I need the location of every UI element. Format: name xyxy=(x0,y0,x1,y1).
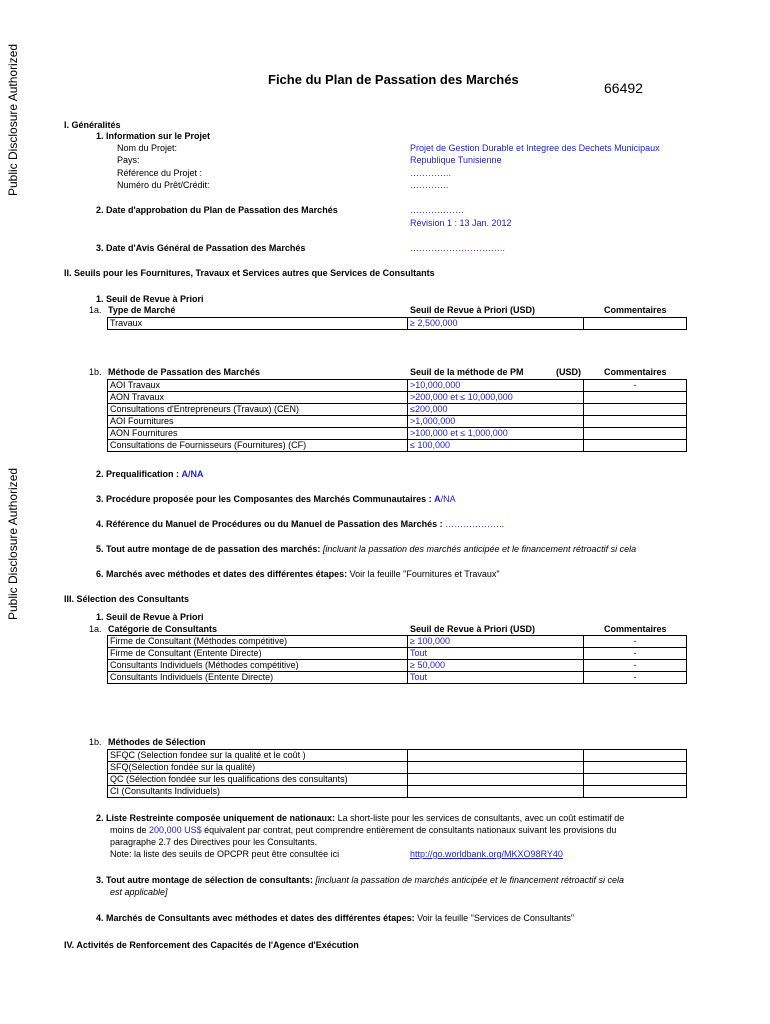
manual-reference-label: 4. Référence du Manuel de Procédures ou du Manuel de Passation des Marchés : xyxy=(96,519,443,529)
table-row xyxy=(108,648,687,660)
other-consultant-arrangement-value-2: est applicable] xyxy=(110,887,168,897)
consultant-category-table xyxy=(107,635,687,684)
table-row xyxy=(108,636,687,648)
empty-cell xyxy=(584,762,687,774)
table-row xyxy=(108,750,687,762)
method-cell: QC (Sélection fondée sur les qualifications des consultants) xyxy=(108,774,408,786)
consultant-contracts-line xyxy=(96,913,574,923)
community-procurement-line xyxy=(96,494,456,504)
national-shortlist-text-1: La short-liste pour les services de consultants, avec un coût estimatif de xyxy=(337,813,625,823)
project-ref-value: ………….. xyxy=(410,168,452,178)
item-3-1a-number: 1a. xyxy=(89,624,102,634)
consultant-threshold-heading: 1. Seuil de Revue à Priori xyxy=(96,612,204,622)
approval-date-label: 2. Date d'approbation du Plan de Passation des Marchés xyxy=(96,205,338,215)
method-cell: SFQ(Sélection fondée sur la qualité) xyxy=(108,762,408,774)
threshold-cell: ≥ 50,000 xyxy=(408,660,584,672)
disclosure-label-middle: Public Disclosure Authorized xyxy=(6,467,20,620)
category-cell: Firme de Consultant (Entente Directe) xyxy=(108,648,408,660)
col-header-consultant-threshold: Seuil de Revue à Priori (USD) xyxy=(410,624,536,634)
national-shortlist-amount: 200,000 US$ xyxy=(149,825,202,835)
project-name-label: Nom du Projet: xyxy=(117,143,178,153)
revision-value: Révision 1 : 13 Jan. 2012 xyxy=(410,218,512,228)
prequalification-value: A/NA xyxy=(181,469,204,479)
comment-cell xyxy=(584,440,687,452)
method-cell: AON Travaux xyxy=(108,392,408,404)
disclosure-label-top: Public Disclosure Authorized xyxy=(6,43,20,196)
empty-cell xyxy=(408,786,584,798)
comment-cell: - xyxy=(584,672,687,684)
national-shortlist-line xyxy=(96,813,624,823)
section-4-heading: IV. Activités de Renforcement des Capacités de l'Agence d'Exécution xyxy=(64,940,359,950)
consultant-contracts-label: 4. Marchés de Consultants avec méthodes et dates des différentes étapes: xyxy=(96,913,415,923)
country-label: Pays: xyxy=(117,155,140,165)
method-cell: CI (Consultants Individuels) xyxy=(108,786,408,798)
approval-date-value: ……………… xyxy=(410,205,464,215)
threshold-cell: >10,000,000 xyxy=(408,380,584,392)
community-procurement-label: 3. Procédure proposée pour les Composantes des Marchés Communautaires : xyxy=(96,494,432,504)
empty-cell xyxy=(584,750,687,762)
threshold-cell: ≤200,000 xyxy=(408,404,584,416)
method-cell: AOI Fournitures xyxy=(108,416,408,428)
methods-dates-value: Voir la feuille "Fournitures et Travaux" xyxy=(349,569,500,579)
section-1-heading: I. Généralités xyxy=(64,120,121,130)
table-row xyxy=(108,318,687,330)
col-header-method-threshold: Seuil de la méthode de PM xyxy=(410,367,524,377)
comment-cell xyxy=(584,392,687,404)
loan-number-label: Numéro du Prêt/Crédit: xyxy=(117,180,210,190)
comment-cell: - xyxy=(584,380,687,392)
manual-reference-value: ……………….. xyxy=(445,519,505,529)
methods-dates-label: 6. Marchés avec méthodes et dates des différentes étapes: xyxy=(96,569,348,579)
table-row xyxy=(108,416,687,428)
threshold-cell: >1,000,000 xyxy=(408,416,584,428)
col-header-threshold: Seuil de Revue à Priori (USD) xyxy=(410,305,536,315)
prequalification-line xyxy=(96,469,204,479)
col-header-consultant-comments: Commentaires xyxy=(604,624,667,634)
item-3-1b-number: 1b. xyxy=(89,737,102,747)
national-shortlist-text-2a: moins de xyxy=(110,825,147,835)
national-shortlist-line-2 xyxy=(110,825,616,835)
table-row xyxy=(108,440,687,452)
contract-type-table xyxy=(107,317,687,330)
threshold-cell: Tout xyxy=(408,648,584,660)
other-arrangement-value: [incluant la passation des marchés anticipée et le financement rétroactif si cela xyxy=(322,544,637,554)
comment-cell xyxy=(584,404,687,416)
empty-cell xyxy=(408,762,584,774)
method-cell: AOI Travaux xyxy=(108,380,408,392)
category-cell: Consultants Individuels (Méthodes compétitive) xyxy=(108,660,408,672)
table-row xyxy=(108,762,687,774)
table-row xyxy=(108,786,687,798)
table-row xyxy=(108,428,687,440)
item-1a-number: 1a. xyxy=(89,305,102,315)
threshold-cell: >200,000 et ≤ 10,000,000 xyxy=(408,392,584,404)
method-cell: Consultations d'Entrepreneurs (Travaux) (CEN) xyxy=(108,404,408,416)
methods-dates-line xyxy=(96,569,500,579)
country-value: Republique Tunisienne xyxy=(410,155,502,165)
other-arrangement-line xyxy=(96,544,636,554)
opcpr-note: Note: la liste des seuils de OPCPR peut être consultée ici xyxy=(110,849,340,859)
empty-cell xyxy=(584,774,687,786)
manual-reference-line xyxy=(96,519,504,529)
threshold-cell: >100,000 et ≤ 1,000,000 xyxy=(408,428,584,440)
comment-cell xyxy=(584,416,687,428)
col-header-usd: (USD) xyxy=(556,367,581,377)
col-header-comments-b: Commentaires xyxy=(604,367,667,377)
community-procurement-value-na: /NA xyxy=(440,494,456,504)
table-row xyxy=(108,404,687,416)
page-title: Fiche du Plan de Passation des Marchés xyxy=(268,72,519,87)
comment-cell: - xyxy=(584,636,687,648)
contract-type-cell: Travaux xyxy=(108,318,408,330)
method-cell: Consultations de Fournisseurs (Fournitures) (CF) xyxy=(108,440,408,452)
other-consultant-arrangement-value: [incluant la passation de marchés anticipée et le financement rétroactif si cela xyxy=(315,875,625,885)
comment-cell: - xyxy=(584,660,687,672)
empty-cell xyxy=(408,774,584,786)
selection-methods-heading: Méthodes de Sélection xyxy=(108,737,206,747)
threshold-cell: ≥ 2,500,000 xyxy=(408,318,584,330)
other-consultant-arrangement-line xyxy=(96,875,624,885)
table-row xyxy=(108,774,687,786)
category-cell: Firme de Consultant (Méthodes compétitive) xyxy=(108,636,408,648)
method-cell: SFQC (Selection fondee sur la qualité et le coût ) xyxy=(108,750,408,762)
general-notice-date-label: 3. Date d'Avis Général de Passation des Marchés xyxy=(96,243,306,253)
general-notice-date-value: ………………………….. xyxy=(410,243,506,253)
selection-methods-table xyxy=(107,749,687,798)
community-procurement-value-a: A xyxy=(434,494,441,504)
project-info-heading: 1. Information sur le Projet xyxy=(96,131,211,141)
section-3-heading: III. Sélection des Consultants xyxy=(64,594,190,604)
procurement-method-table xyxy=(107,379,687,452)
document-number: 66492 xyxy=(604,80,643,96)
comment-cell xyxy=(584,318,687,330)
category-cell: Consultants Individuels (Entente Directe) xyxy=(108,672,408,684)
threshold-cell: ≤ 100,000 xyxy=(408,440,584,452)
project-ref-label: Référence du Projet : xyxy=(117,168,203,178)
project-name-value: Projet de Gestion Durable et Integree des Dechets Municipaux xyxy=(410,143,660,153)
procurement-method-heading: Méthode de Passation des Marchés xyxy=(108,367,261,377)
opcpr-link[interactable]: http://go.worldbank.org/MKXO98RY40 xyxy=(410,849,563,859)
other-arrangement-label: 5. Tout autre montage de de passation des marchés: xyxy=(96,544,321,554)
item-1b-number: 1b. xyxy=(89,367,102,377)
other-consultant-arrangement-label: 3. Tout autre montage de sélection de consultants: xyxy=(96,875,313,885)
col-header-comments: Commentaires xyxy=(604,305,667,315)
table-row xyxy=(108,672,687,684)
table-row xyxy=(108,392,687,404)
threshold-cell: Tout xyxy=(408,672,584,684)
loan-number-value: …………. xyxy=(410,180,449,190)
national-shortlist-text-3: paragraphe 2.7 des Directives pour les Consultants. xyxy=(110,837,318,847)
consultant-contracts-value: Voir la feuille "Services de Consultants" xyxy=(417,913,575,923)
national-shortlist-label: 2. Liste Restreinte composée uniquement de nationaux: xyxy=(96,813,336,823)
method-cell: AON Fournitures xyxy=(108,428,408,440)
prequalification-label: 2. Prequalification : xyxy=(96,469,180,479)
comment-cell: - xyxy=(584,648,687,660)
national-shortlist-text-2b: équivalent par contrat, peut comprendre entièrement de consultants nationaux suivant les provisions du xyxy=(204,825,617,835)
threshold-cell: ≥ 100,000 xyxy=(408,636,584,648)
empty-cell xyxy=(408,750,584,762)
empty-cell xyxy=(584,786,687,798)
consultant-category-heading: Catégorie de Consultants xyxy=(108,624,218,634)
comment-cell xyxy=(584,428,687,440)
section-2-heading: II. Seuils pour les Fournitures, Travaux et Services autres que Services de Consultants xyxy=(64,268,435,278)
review-threshold-heading: 1. Seuil de Revue à Priori xyxy=(96,294,204,304)
table-row xyxy=(108,380,687,392)
table-row xyxy=(108,660,687,672)
contract-type-heading: Type de Marché xyxy=(108,305,176,315)
